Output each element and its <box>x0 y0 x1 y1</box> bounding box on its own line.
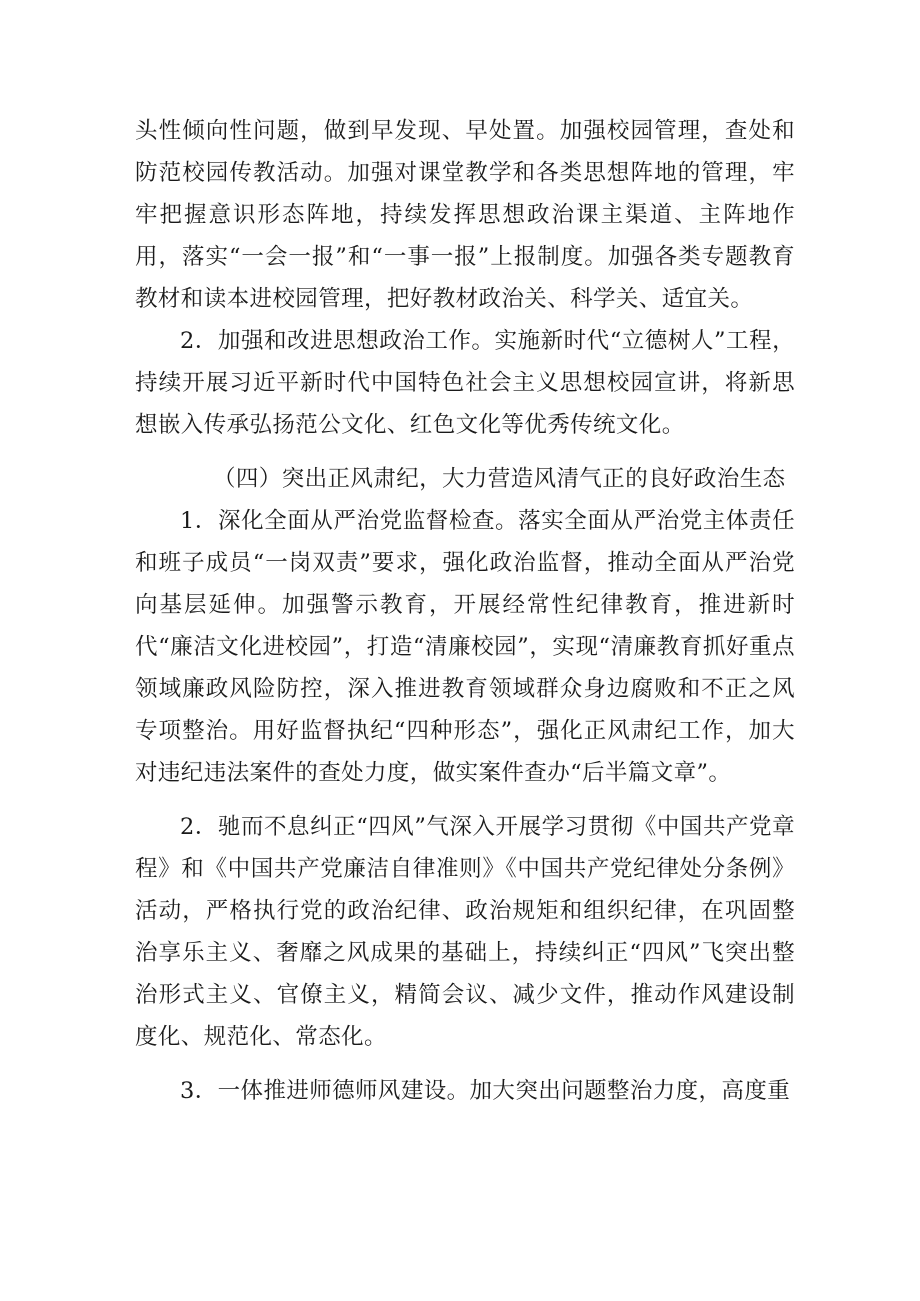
section-heading-4: （四）突出正风肃纪，大力营造风清气正的良好政治生态 <box>213 466 786 492</box>
paragraph-item-2-political-work: 2．加强和改进思想政治工作。实施新时代“立德树人”工程，持续开展习近平新时代中国特色社会主义思想校园宣讲，将新思想嵌入传承弘扬范公文化、红色文化等优秀传统文化。 <box>135 328 795 438</box>
paragraph-continuation: 头性倾向性问题，做到早发现、早处置。加强校园管理，查处和防范校园传教活动。加强对课堂教学和各类思想阵地的管理，牢牢把握意识形态阵地，持续发挥思想政治课主渠道、主阵地作用，落实“一会一报”和“一事一报”上报制度。加强各类专题教育教材和读本进校园管理，把好教材政治关、科学关、适宜关。 <box>135 118 795 312</box>
document-body <box>135 110 795 1112</box>
paragraph-item-1-supervision: 1．深化全面从严治党监督检查。落实全面从严治党主体责任和班子成员“一岗双责”要求，强化政治监督，推动全面从严治党向基层延伸。加强警示教育，开展经常性纪律教育，推进新时代“廉洁文化进校园”，打造“清廉校园”，实现“清廉教育抓好重点领域廉政风险防控，深入推进教育领域群众身边腐败和不正之风专项整治。用好监督执纪“四种形态”，强化正风肃纪工作，加大对违纪违法案件的查处力度，做实案件查办“后半篇文章”。 <box>135 508 795 786</box>
paragraph-item-3-teacher-ethics: 3．一体推进师德师风建设。加大突出问题整治力度，高度重 <box>180 1078 791 1104</box>
paragraph-item-2-four-winds: 2．驰而不息纠正“四风”气深入开展学习贯彻《中国共产党章程》和《中国共产党廉洁自律准则》《中国共产党纪律处分条例》活动，严格执行党的政治纪律、政治规矩和组织纪律，在巩固整治享乐主义、奢靡之风成果的基础上，持续纠正“四风”飞突出整治形式主义、官僚主义，精简会议、减少文件，推动作风建设制度化、规范化、常态化。 <box>135 814 795 1050</box>
